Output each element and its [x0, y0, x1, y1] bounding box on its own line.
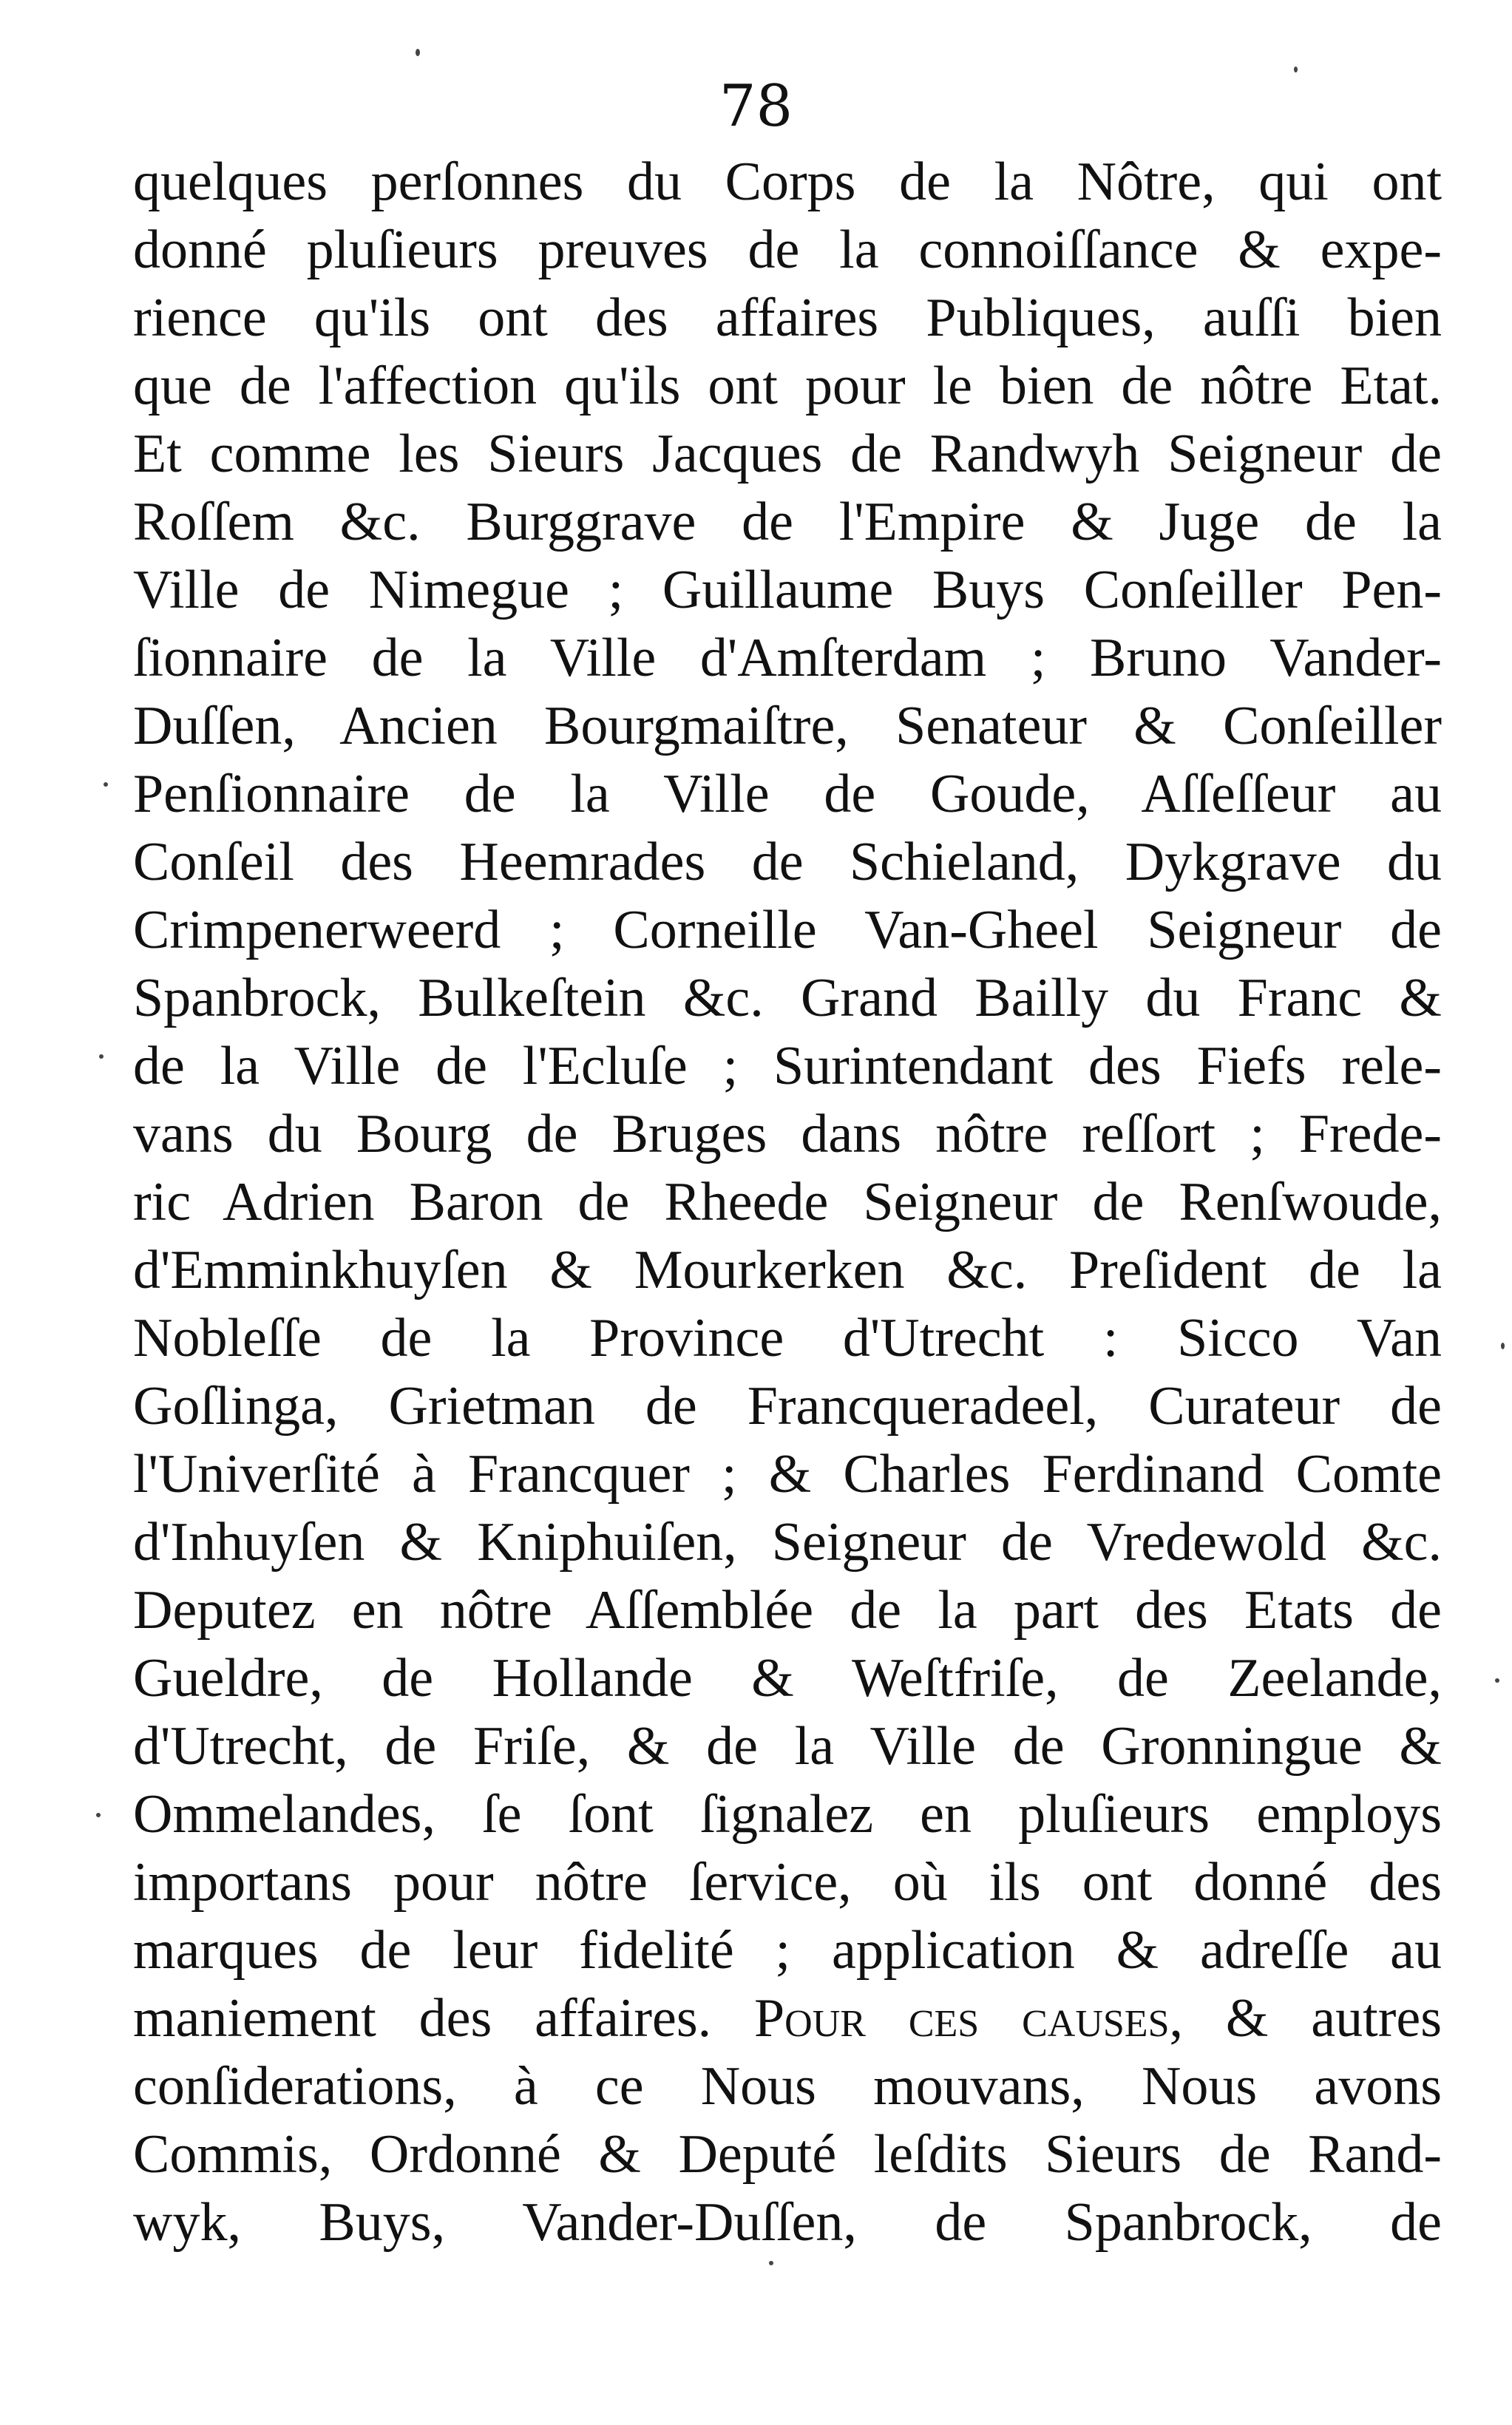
- text-line-27: marques de leur fidelité ; application & adreſſe au: [133, 1920, 1442, 1981]
- text-line-29: conſiderations, à ce Nous mouvans, Nous avons: [133, 2056, 1442, 2117]
- text-line-10: Penſionnaire de la Ville de Goude, Aſſeſſeur au: [133, 764, 1442, 824]
- scan-speck: [104, 782, 108, 787]
- text-line-9: Duſſen, Ancien Bourgmaiſtre, Senateur & Conſeiller: [133, 696, 1442, 756]
- text-line-11: Conſeil des Heemrades de Schieland, Dykgrave du: [133, 832, 1442, 892]
- text-line-16: ric Adrien Baron de Rheede Seigneur de Renſwoude,: [133, 1172, 1442, 1232]
- text-line-12: Crimpenerweerd ; Corneille Van-Gheel Seigneur de: [133, 900, 1442, 960]
- text-line-23: Gueldre, de Hollande & Weſtfriſe, de Zeelande,: [133, 1648, 1442, 1709]
- text-line-30: Commis, Ordonné & Deputé leſdits Sieurs de Rand-: [133, 2124, 1442, 2185]
- text-line-19: Goſlinga, Grietman de Francqueradeel, Curateur de: [133, 1376, 1442, 1437]
- text-line-6: Roſſem &c. Burggrave de l'Empire & Juge de la: [133, 492, 1442, 552]
- scan-speck: [99, 1054, 104, 1059]
- text-line-14: de la Ville de l'Ecluſe ; Surintendant des Fiefs rele-: [133, 1036, 1442, 1096]
- text-line-22: Deputez en nôtre Aſſemblée de la part des Etats de: [133, 1580, 1442, 1641]
- text-line-26: importans pour nôtre ſervice, où ils ont donné des: [133, 1852, 1442, 1913]
- text-line-8: ſionnaire de la Ville d'Amſterdam ; Bruno Vander-: [133, 628, 1442, 688]
- text-line-28-start: maniement des affaires.: [133, 1988, 712, 2049]
- text-line-28: [133, 1984, 1442, 2052]
- text-line-17: d'Emminkhuyſen & Mourkerken &c. Preſident de la: [133, 1240, 1442, 1300]
- scan-speck: [1495, 1678, 1499, 1683]
- text-line-3: rience qu'ils ont des affaires Publiques, auſſi bien: [133, 288, 1442, 348]
- text-line-20: l'Univerſité à Francquer ; & Charles Ferdinand Comte: [133, 1444, 1442, 1505]
- text-line-1: quelques perſonnes du Corps de la Nôtre, qui ont: [133, 152, 1442, 212]
- text-line-28-end: , & autres: [1169, 1988, 1442, 2049]
- scan-speck: [416, 49, 420, 56]
- text-line-7: Ville de Nimegue ; Guillaume Buys Conſeiller Pen-: [133, 560, 1442, 620]
- text-line-18: Nobleſſe de la Province d'Utrecht : Sicco Van: [133, 1308, 1442, 1368]
- text-line-2: donné pluſieurs preuves de la connoiſſance & expe-: [133, 220, 1442, 280]
- page-number: 78: [719, 73, 793, 140]
- text-line-24: d'Utrecht, de Friſe, & de la Ville de Gronningue &: [133, 1716, 1442, 1777]
- text-line-13: Spanbrock, Bulkeſtein &c. Grand Bailly du Franc &: [133, 968, 1442, 1028]
- pour-ces-causes-smallcaps: Pour ces causes: [754, 1988, 1170, 2049]
- scan-speck: [769, 2261, 773, 2265]
- text-line-15: vans du Bourg de Bruges dans nôtre reſſort ; Frede-: [133, 1104, 1442, 1164]
- text-line-4: que de l'affection qu'ils ont pour le bien de nôtre Etat.: [133, 356, 1442, 416]
- text-line-31: wyk, Buys, Vander-Duſſen, de Spanbrock, de: [133, 2192, 1442, 2253]
- scan-speck: [96, 1813, 101, 1817]
- scan-speck: [1501, 1343, 1505, 1349]
- text-line-21: d'Inhuyſen & Kniphuiſen, Seigneur de Vredewold &c.: [133, 1512, 1442, 1573]
- text-line-25: Ommelandes, ſe ſont ſignalez en pluſieurs employs: [133, 1784, 1442, 1845]
- body-text: [133, 148, 1442, 2256]
- text-line-5: Et comme les Sieurs Jacques de Randwyh Seigneur de: [133, 424, 1442, 484]
- scan-speck: [1294, 67, 1298, 72]
